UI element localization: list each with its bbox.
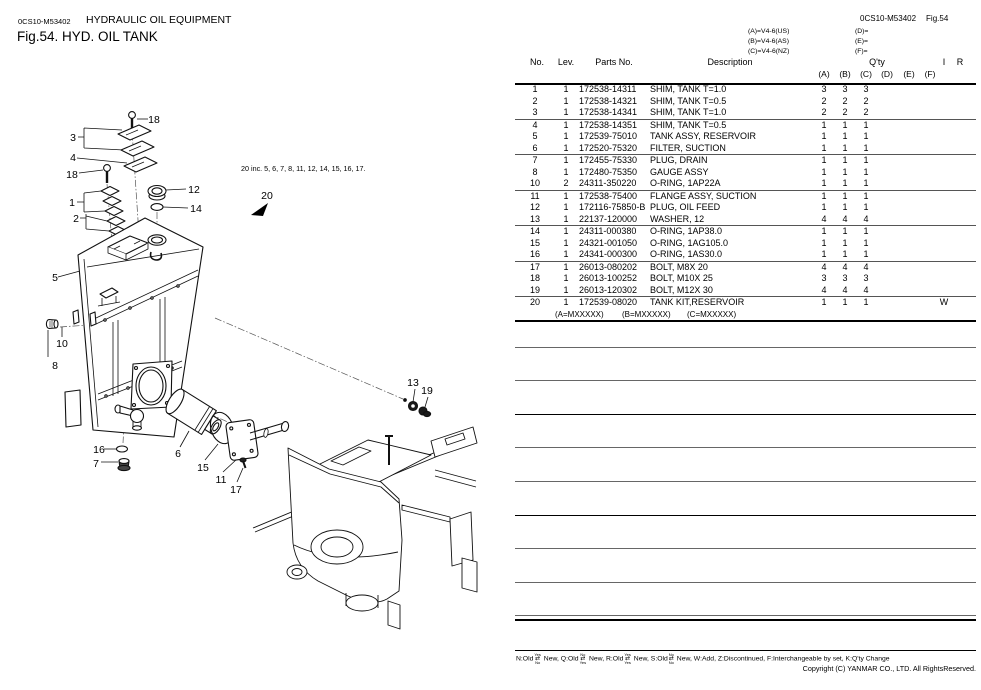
callout-label: 13: [407, 377, 419, 389]
cell: 1: [563, 213, 569, 224]
cell: 2: [863, 107, 869, 117]
cell: 1: [863, 297, 869, 307]
cell: 11: [530, 190, 540, 201]
leader-dot: [404, 399, 407, 402]
cell: 1: [563, 284, 569, 295]
col-no: No.: [529, 57, 545, 67]
cell: 1: [863, 155, 869, 165]
cell: 1: [842, 249, 848, 259]
cell: 1: [842, 297, 848, 307]
cell: 1: [863, 178, 869, 188]
cell: 14: [529, 226, 540, 236]
empty-row-rule: [515, 515, 976, 516]
empty-row-rule: [515, 347, 976, 348]
callout-label: 1: [69, 197, 75, 209]
cell: 2: [563, 178, 569, 188]
doc-code-left: 0CS10-M53402: [18, 17, 71, 26]
callout-label: 18: [66, 169, 78, 181]
col-qty-a: (A): [818, 69, 830, 79]
empty-row-rule: [515, 414, 976, 415]
inclusion-note: 20 inc. 5, 6, 7, 8, 11, 12, 14, 15, 16, 17.: [241, 164, 366, 173]
cell: O-RING, 1AP22A: [650, 178, 721, 188]
cell: 4: [863, 261, 869, 272]
callout-label: 7: [93, 458, 99, 470]
cell: 2: [532, 95, 538, 106]
table-row: [515, 84, 976, 96]
col-description: Description: [707, 57, 753, 67]
legend-code: S:Old: [650, 655, 668, 663]
flange-assy-11: [225, 419, 289, 461]
col-qty-f: (F): [924, 69, 936, 79]
callout-label: 17: [230, 484, 242, 496]
cell: 172520-75320: [579, 142, 638, 153]
table-row: [515, 214, 976, 227]
callout-label: 3: [70, 132, 76, 144]
col-parts-no: Parts No.: [595, 57, 633, 67]
serial-subrow: [515, 309, 976, 322]
cell: 1: [842, 178, 848, 188]
empty-row-rule: [515, 380, 976, 381]
variant-a: (A)=V4-6(US): [748, 28, 790, 35]
empty-row-rule: [515, 447, 976, 448]
cell: 1: [863, 142, 869, 153]
doc-title: HYDRAULIC OIL EQUIPMENT: [86, 14, 232, 26]
variant-b: (B)=V4-6(AS): [748, 38, 789, 45]
cell: 19: [529, 284, 540, 295]
cell: 8: [532, 166, 538, 177]
variant-e: (E)=: [855, 38, 869, 45]
arrow-20: [251, 203, 268, 216]
cell: 172455-75330: [579, 155, 638, 165]
cell: 1: [842, 131, 848, 141]
cell: 172538-14321: [579, 95, 638, 106]
cell: 1: [842, 202, 848, 212]
table-row: [515, 262, 976, 274]
variant-c: (C)=V4-6(NZ): [748, 48, 790, 55]
cell: 4: [842, 213, 848, 224]
footer-rule: [515, 650, 976, 651]
cell: 2: [842, 95, 848, 106]
cell: 1: [821, 249, 827, 259]
cell: 24311-000380: [579, 226, 637, 236]
callout-label: 2: [73, 213, 79, 225]
callout-label: 6: [175, 448, 181, 460]
cell: 1: [863, 249, 869, 259]
empty-row-rule: [515, 481, 976, 482]
cell: 1: [563, 107, 569, 117]
legend-code: R:Old: [605, 655, 624, 663]
table-row: [515, 202, 976, 214]
cell: 4: [821, 284, 827, 295]
figure-ref: Fig.54: [926, 14, 949, 23]
callout-label: 18: [148, 114, 160, 126]
cell: 1: [563, 142, 569, 153]
cell: 1: [563, 131, 569, 141]
callout-label: 20: [261, 190, 273, 202]
cell: 4: [863, 284, 869, 295]
copyright: Copyright (C) YANMAR CO., LTD. All RightsReserved.: [802, 664, 976, 673]
cell: 1: [821, 131, 827, 141]
callout-label: 12: [188, 184, 200, 196]
cell: 172538-75400: [579, 190, 638, 201]
legend-new: New,: [674, 655, 694, 663]
cell: 1: [821, 202, 827, 212]
cell: GAUGE ASSY: [650, 166, 709, 177]
cell: 2: [863, 95, 869, 106]
cell: TANK ASSY, RESERVOIR: [650, 131, 757, 141]
serial-note: (A=MXXXXX): [555, 309, 604, 319]
cell: 3: [842, 84, 848, 94]
callout-label: 4: [70, 152, 76, 164]
o-ring-14: [151, 204, 163, 211]
cell: 3: [532, 107, 538, 117]
cell: 4: [842, 284, 848, 295]
empty-row-rule: [515, 615, 976, 616]
table-row: [515, 96, 976, 108]
callout-label: 19: [421, 385, 433, 397]
cell: 24321-001050: [579, 237, 638, 248]
cell: 4: [863, 213, 869, 224]
table-row: [515, 155, 976, 167]
cell: 1: [563, 297, 569, 307]
cell: 26013-120302: [579, 284, 638, 295]
cell: WASHER, 12: [650, 213, 705, 224]
col-qty: Q'ty: [869, 57, 885, 67]
cell: 1: [842, 142, 848, 153]
shim-plates-3-4: [118, 125, 157, 172]
table-row: [515, 226, 976, 238]
table-row: [515, 249, 976, 262]
cell: TANK KIT,RESERVOIR: [650, 297, 745, 307]
col-qty-c: (C): [860, 69, 872, 79]
cell: O-RING, 1AS30.0: [650, 249, 723, 259]
cell: SHIM, TANK T=1.0: [650, 107, 727, 117]
callout-label: 8: [52, 360, 58, 372]
cell: 1: [563, 119, 569, 130]
cell: 1: [821, 190, 827, 201]
cell: 22137-120000: [579, 213, 638, 224]
cell: 6: [532, 142, 538, 153]
cell: 18: [529, 273, 540, 283]
o-ring-16: [117, 446, 128, 452]
cell: 1: [563, 237, 569, 248]
variant-f: (F)=: [855, 48, 868, 55]
cell: 1: [563, 273, 569, 283]
table-row: [515, 273, 976, 285]
table-bottom-rule: [515, 619, 976, 621]
cell: 24341-000300: [579, 249, 638, 259]
cap-12: [148, 186, 166, 201]
legend-suffix: W:Add, Z:Discontinued, F:Interchangeable by set, K:Q'ty Change: [693, 655, 890, 663]
plug-8-10: [46, 320, 58, 329]
serial-note: (B=MXXXXX): [622, 309, 671, 319]
cell: 1: [842, 155, 848, 165]
cell: 1: [863, 190, 869, 201]
cell: 3: [821, 84, 827, 94]
cell: FILTER, SUCTION: [650, 142, 726, 153]
cell: 7: [532, 155, 538, 165]
callout-label: 5: [52, 272, 58, 284]
table-row: [515, 191, 976, 203]
cell: 4: [532, 119, 538, 130]
cell: 1: [563, 190, 569, 201]
cell: 5: [532, 131, 538, 141]
col-i: I: [942, 57, 946, 67]
cell: 172538-14351: [579, 119, 638, 130]
plug-7: [118, 459, 130, 471]
cell: 1: [563, 202, 569, 212]
cell: 1: [863, 166, 869, 177]
empty-row-rule: [515, 548, 976, 549]
machine-frame: [253, 427, 477, 629]
cell: 1: [563, 155, 569, 165]
cell: 2: [842, 107, 848, 117]
cell: PLUG, DRAIN: [650, 155, 708, 165]
cell: SHIM, TANK T=1.0: [650, 84, 727, 94]
legend: [516, 653, 977, 665]
cell: 1: [863, 119, 869, 130]
legend-new: New,: [631, 655, 651, 663]
cell: 3: [863, 84, 869, 94]
legend-new: New,: [587, 655, 606, 663]
cell: 1: [821, 142, 827, 153]
parts-table: [515, 57, 976, 627]
cell: 1: [821, 226, 827, 236]
shim-stack-1-2: [101, 187, 127, 236]
cell: O-RING, 1AP38.0: [650, 226, 723, 236]
col-qty-e: (E): [903, 69, 915, 79]
cell: W: [939, 297, 949, 307]
cell: 26013-080202: [579, 261, 638, 272]
cell: PLUG, OIL FEED: [650, 202, 721, 212]
cell: 1: [842, 166, 848, 177]
cell: 1: [821, 166, 827, 177]
callout-label: 11: [215, 474, 227, 486]
col-r: R: [956, 57, 964, 67]
cell: 1: [821, 297, 827, 307]
old-new-arrows-icon: No ⇄ No: [668, 652, 674, 665]
cell: 172539-08020: [579, 297, 638, 307]
cell: 1: [842, 237, 848, 248]
figure-title: Fig.54. HYD. OIL TANK: [17, 29, 158, 44]
cell: 1: [821, 237, 827, 248]
table-row: [515, 238, 976, 250]
table-row: [515, 178, 976, 191]
cell: 1: [863, 131, 869, 141]
cell: 3: [863, 273, 869, 283]
cell: BOLT, M12X 30: [650, 284, 713, 295]
cell: 20: [529, 297, 540, 307]
callout-label: 14: [190, 203, 202, 215]
cell: 12: [529, 202, 540, 212]
cell: 3: [821, 273, 827, 283]
cell: 1: [863, 237, 869, 248]
cell: SHIM, TANK T=0.5: [650, 119, 727, 130]
cell: 1: [532, 84, 538, 94]
cell: 1: [821, 178, 827, 188]
table-row: [515, 131, 976, 143]
cell: 2: [821, 107, 827, 117]
old-new-arrows-icon: Yes ⇄ No: [534, 652, 541, 665]
cell: O-RING, 1AG105.0: [650, 237, 729, 248]
serial-note: (C=MXXXXX): [687, 309, 737, 319]
cell: 172539-75010: [579, 131, 638, 141]
cell: 1: [821, 155, 827, 165]
table-header: [515, 57, 976, 85]
table-row: [515, 167, 976, 179]
cell: 15: [529, 237, 540, 248]
cell: 17: [529, 261, 540, 272]
doc-code-right-code: 0CS10-M53402: [860, 14, 917, 23]
cell: BOLT, M8X 20: [650, 261, 708, 272]
legend-code: Q:Old: [560, 655, 579, 663]
empty-row-rule: [515, 582, 976, 583]
col-qty-b: (B): [839, 69, 851, 79]
cell: SHIM, TANK T=0.5: [650, 95, 727, 106]
callout-label: 16: [93, 444, 105, 456]
cell: 1: [563, 226, 569, 236]
cell: 2: [821, 95, 827, 106]
callout-label: 10: [56, 338, 68, 350]
bolt-19: [419, 407, 431, 417]
cell: 1: [863, 226, 869, 236]
cell: 4: [821, 213, 827, 224]
cell: 1: [842, 226, 848, 236]
cell: 1: [863, 202, 869, 212]
cell: 1: [563, 95, 569, 106]
old-new-arrows-icon: Yes ⇄ Yes: [624, 652, 631, 665]
bolt-17: [240, 458, 246, 468]
cell: 3: [842, 273, 848, 283]
cell: BOLT, M10X 25: [650, 273, 713, 283]
table-row: [515, 143, 976, 156]
table-row: [515, 107, 976, 120]
cell: 172480-75350: [579, 166, 638, 177]
washer-13: [409, 402, 418, 411]
cell: 10: [529, 178, 540, 188]
cell: 26013-100252: [579, 273, 638, 283]
cell: 24311-350220: [579, 178, 637, 188]
table-row: [515, 120, 976, 132]
callout-label: 15: [197, 462, 209, 474]
cell: 4: [842, 261, 848, 272]
table-row: [515, 297, 976, 309]
col-lev: Lev.: [557, 57, 575, 67]
legend-code: N:Old: [516, 655, 534, 663]
cell: 1: [842, 190, 848, 201]
legend-new: New,: [541, 655, 561, 663]
cell: 1: [563, 261, 569, 272]
cell: 13: [529, 213, 540, 224]
cell: 1: [563, 84, 569, 94]
cell: FLANGE ASSY, SUCTION: [650, 190, 757, 201]
cell: 16: [529, 249, 540, 259]
col-qty-d: (D): [881, 69, 893, 79]
bolt-18-second: [104, 165, 111, 183]
cell: 1: [821, 119, 827, 130]
cell: 1: [563, 249, 569, 259]
table-row: [515, 285, 976, 298]
cell: 172116-75850-B: [579, 202, 646, 212]
cell: 4: [821, 261, 827, 272]
old-new-arrows-icon: No ⇄ Yes: [579, 652, 587, 665]
cell: 1: [842, 119, 848, 130]
variant-d: (D)=: [855, 28, 869, 35]
cell: 172538-14341: [579, 107, 638, 117]
cell: 1: [563, 166, 569, 177]
cell: 172538-14311: [579, 84, 637, 94]
table-body: [515, 84, 976, 322]
